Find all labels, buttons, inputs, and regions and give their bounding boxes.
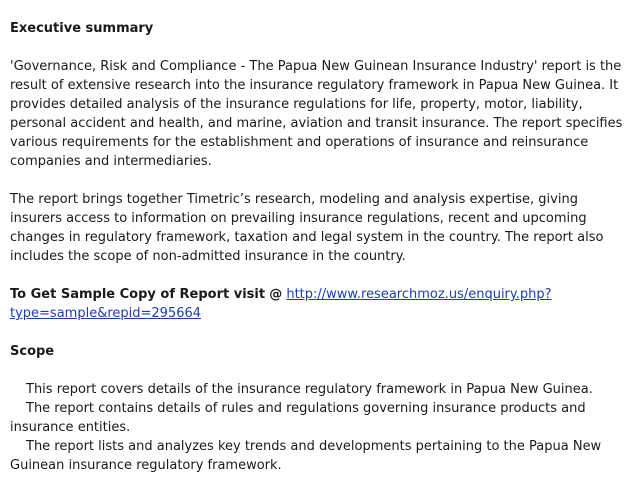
scope-item-3-text: The report lists and analyzes key trends and developments pertaining to the Papua New Guinean insurance regulatory framework. <box>10 439 602 473</box>
summary-paragraph-2: The report brings together Timetric’s research, modeling and analysis expertise, giving insurers access to information on prevailing insurance regulations, recent and upcoming changes in regulatory framework, taxation and legal system in the country. The report also includes the scope of non-admitted insurance in the country. <box>10 192 604 264</box>
scope-heading: Scope <box>10 344 55 359</box>
spacer <box>10 323 632 342</box>
sample-copy-label: To Get Sample Copy of Report visit <box>10 287 266 302</box>
summary-paragraph-1: 'Governance, Risk and Compliance - The Papua New Guinean Insurance Industry' report is the result of extensive research into the insurance regulatory framework in Papua New Guinea. It provides detailed analysis of the insurance regulations for life, property, motor, liability, personal accident and health, and marine, aviation and transit insurance. The report specifies various requirements for the establishment and operations of insurance and reinsurance companies and intermediaries. <box>10 59 623 169</box>
scope-item-1-text: This report covers details of the insurance regulatory framework in Papua New Guinea. <box>26 382 593 397</box>
sample-copy-link-line1: http://www.researchmoz.us/enquiry.php? <box>286 287 552 302</box>
document-page <box>10 19 632 475</box>
executive-summary-heading: Executive summary <box>10 21 154 36</box>
sample-copy-callout <box>10 285 632 323</box>
spacer <box>10 361 632 380</box>
spacer <box>10 171 632 190</box>
scope-item-1 <box>10 380 632 399</box>
scope-item-3 <box>10 437 632 475</box>
sample-copy-link-line2: type=sample&repid=295664 <box>10 306 202 321</box>
spacer <box>10 38 632 57</box>
scope-item-2-text: The report contains details of rules and regulations governing insurance products and insurance entities. <box>10 401 586 435</box>
scope-item-2 <box>10 399 632 437</box>
spacer <box>10 266 632 285</box>
sample-copy-at: @ <box>269 287 283 302</box>
